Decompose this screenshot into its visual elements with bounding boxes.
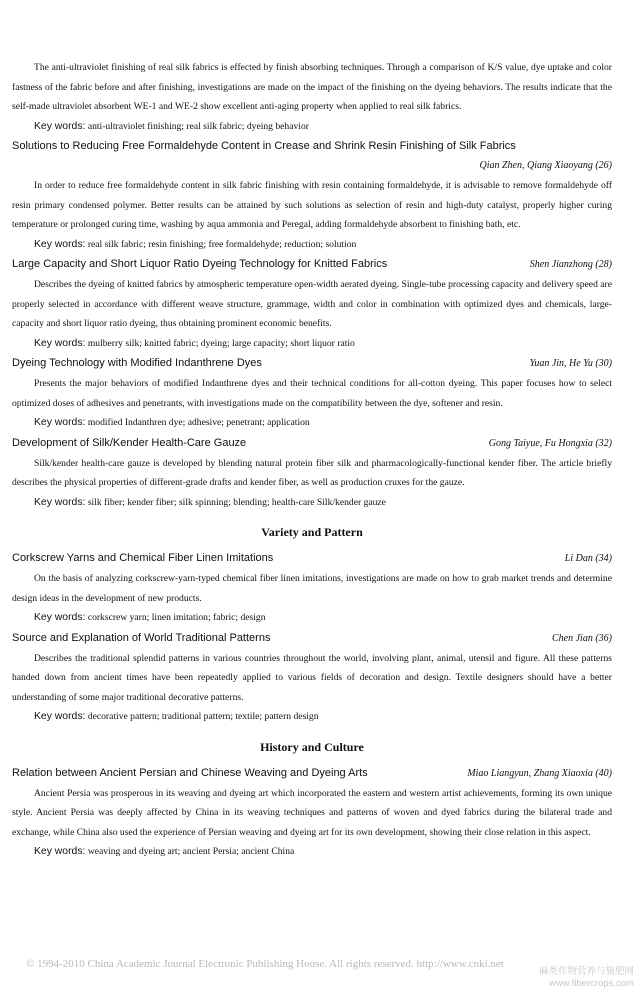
keywords-label: Key words: — [34, 238, 86, 250]
keywords-line — [34, 842, 612, 862]
journal-page — [12, 58, 612, 862]
article-header — [12, 763, 612, 784]
article-title: Large Capacity and Short Liquor Ratio Dyeing Technology for Knitted Fabrics — [12, 258, 388, 270]
article-title: Solutions to Reducing Free Formaldehyde Content in Crease and Shrink Resin Finishing of Silk Fabrics — [12, 140, 516, 152]
watermark-line-2: www.fibercrops.com — [549, 978, 634, 989]
article-header — [12, 628, 612, 649]
article-entry — [12, 548, 612, 628]
article-author: Li Dan (34) — [564, 553, 612, 564]
article-abstract: Presents the major behaviors of modified Indanthrene dyes and their technical conditions for all-cotton dyeing. This paper focuses how to select optimized doses of adhesives and penetrants, with investigations made on the compatibility between the dye, softener and resin. — [12, 378, 612, 409]
article-header — [12, 254, 612, 275]
article-author: Shen Jianzhong (28) — [529, 259, 612, 270]
article-entry — [12, 58, 612, 136]
keywords-label: Key words: — [34, 612, 86, 623]
keywords-line — [34, 413, 612, 433]
article-entry — [12, 353, 612, 433]
article-header — [12, 433, 612, 454]
article-abstract: Describes the traditional splendid patterns in various countries throughout the world, involving plant, animal, utensil and figure. All these patterns handed down from ancient times have been repeatedly applied to various fields of decoration and design. Textile designers should have a better understanding of some major traditional decorative patterns. — [12, 652, 612, 703]
article-author: Yuan Jin, He Yu (30) — [529, 358, 612, 369]
article-header — [12, 548, 612, 569]
article-author: Gong Taiyue, Fu Hongxia (32) — [488, 437, 612, 449]
keywords-label: Key words: — [34, 337, 86, 349]
article-entry — [12, 136, 612, 254]
article-entry — [12, 433, 612, 513]
site-watermark — [539, 966, 634, 990]
keywords-line — [34, 493, 612, 513]
keywords-line — [34, 235, 612, 255]
keywords-label: Key words: — [34, 120, 86, 132]
article-title: Corkscrew Yarns and Chemical Fiber Linen Imitations — [12, 552, 274, 564]
article-author: Qian Zhen, Qiang Xiaoyang (26) — [479, 160, 612, 171]
article-title: Development of Silk/Kender Health-Care Gauze — [12, 436, 247, 449]
article-abstract: Ancient Persia was prosperous in its weaving and dyeing art which incorporated the eastern and western artist achievements, forming its own unique style. Ancient Persia was deeply affected by China in its weaving techniques and patterns of woven and dyed fabrics during the bilateral trade and exchange, while China also used the experience of Persian weaving and dyeing art for its own development, showing their close relation in this aspect. — [12, 787, 612, 838]
keywords-text: mulberry silk; knitted fabric; dyeing; large capacity; short liquor ratio — [87, 337, 355, 349]
copyright-footer: © 1994-2010 China Academic Journal Electronic Publishing House. All rights reserved. http://www.cnki.net — [26, 958, 504, 970]
article-entry — [12, 254, 612, 353]
keywords-text: real silk fabric; resin finishing; free formaldehyde; reduction; solution — [87, 238, 357, 250]
article-title: Dyeing Technology with Modified Indanthrene Dyes — [12, 357, 262, 369]
watermark-line-1: 麻类作物营养与施肥网 — [538, 966, 634, 977]
keywords-label: Key words: — [34, 496, 86, 508]
keywords-line — [34, 608, 612, 628]
keywords-text: weaving and dyeing art; ancient Persia; ancient China — [87, 846, 295, 857]
section-heading: History and Culture — [260, 739, 364, 754]
article-title: Source and Explanation of World Traditional Patterns — [12, 631, 271, 644]
article-abstract: On the basis of analyzing corkscrew-yarn-typed chemical fiber linen imitations, investigations are made on how to grab market trends and determine design ideas in the development of new products. — [12, 573, 612, 604]
article-title: Relation between Ancient Persian and Chinese Weaving and Dyeing Arts — [12, 766, 368, 779]
article-entry — [12, 763, 612, 862]
keywords-label: Key words: — [34, 846, 86, 857]
keywords-text: modified Indanthren dye; adhesive; penetrant; application — [87, 417, 310, 428]
keywords-text: anti-ultraviolet finishing; real silk fabric; dyeing behavior — [87, 120, 309, 132]
keywords-label: Key words: — [34, 417, 86, 428]
keywords-text: corkscrew yarn; linen imitation; fabric; design — [87, 612, 266, 623]
keywords-text: silk fiber; kender fiber; silk spinning; blending; health-care Silk/kender gauze — [87, 496, 386, 508]
article-abstract: The anti-ultraviolet finishing of real silk fabrics is effected by finish absorbing techniques. Through a comparison of K/S value, dye uptake and color fastness of the fabric before and after finishing, investigations are made on the impact of the finishing on the dyeing behaviors. The results indicate that the self-made ultraviolet absorbent WE-1 and WE-2 show excellent anti-aging property when applied to real silk fabrics. — [12, 62, 612, 112]
keywords-line — [34, 707, 612, 727]
article-abstract: Describes the dyeing of knitted fabrics by atmospheric temperature open-width aerated dyeing. Single-tube processing capacity and delivery speed are properly selected in accordance with different weave structure, grammage, width and color in combination with optimized dyes and chemicals, large-capacity and short liquor ratio dyeing, thus obtaining prominent economic benefits. — [12, 279, 612, 329]
article-header — [12, 353, 612, 374]
keywords-line — [34, 334, 612, 354]
article-abstract: Silk/kender health-care gauze is developed by blending natural protein fiber silk and pharmacologically-functional kender fiber. The article briefly describes the physical properties of different-grade drafts and kender fiber, as well as production cruxes for the gauze. — [12, 457, 612, 488]
article-entry — [12, 628, 612, 727]
article-author: Miao Liangyun, Zhang Xiaoxia (40) — [467, 767, 612, 779]
keywords-label: Key words: — [34, 711, 86, 722]
keywords-line — [34, 117, 612, 137]
keywords-text: decorative pattern; traditional pattern; textile; pattern design — [87, 711, 319, 722]
article-abstract: In order to reduce free formaldehyde content in silk fabric finishing with resin containing formaldehyde, it is advisable to remove formaldehyde off resin primary condensed polymer. Better results can be attained by such solutions as selection of resin and high-duty catalyst, properly higher curing temperature or prolonged curing time, washing by aqua ammonia and Peregal, adding formaldehyde absorbent to finishing bath, etc. — [12, 180, 612, 230]
section-heading: Variety and Pattern — [261, 525, 363, 539]
article-author: Chen Jian (36) — [552, 632, 612, 644]
